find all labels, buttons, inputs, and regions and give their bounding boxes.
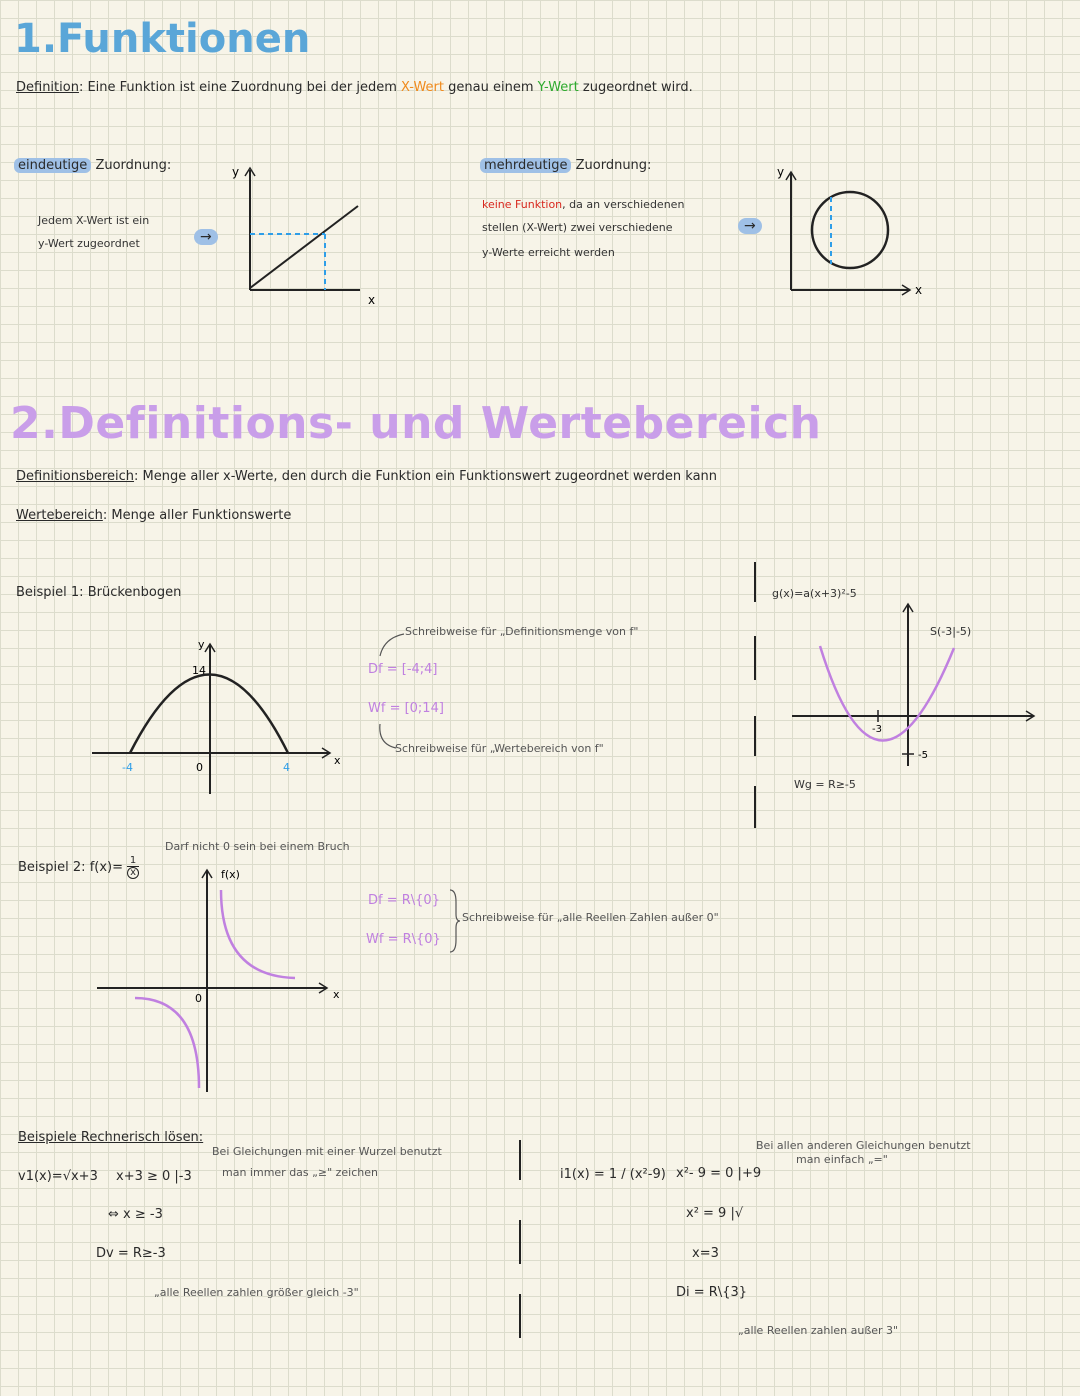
- bsp2-df: Df = R\{0}: [368, 893, 440, 908]
- wertebereich-text: [16, 508, 291, 523]
- bsp1-4-label: 4: [283, 761, 290, 774]
- eindeutig-heading: [14, 158, 171, 173]
- bsp2-0-label: 0: [195, 992, 202, 1005]
- bspr-domain: Dv = R≥-3: [96, 1246, 166, 1261]
- bsp1-neg4-label: -4: [122, 761, 133, 774]
- beispiel2-label: Beispiel 2: f(x)=: [18, 860, 123, 875]
- bsp1-note2: Schreibweise für „Wertebereich von f": [395, 742, 604, 755]
- eindeutig-line1: Jedem X-Wert ist ein: [38, 214, 150, 227]
- mehrdeutig-rest: Zuordnung:: [575, 158, 652, 173]
- arrow-right-icon: →: [738, 218, 762, 234]
- bspr2-eq2: x² = 9 |√: [686, 1206, 744, 1221]
- bspr2-noteb: man einfach „=": [796, 1153, 888, 1166]
- bspr-eq1: x+3 ≥ 0 |-3: [116, 1169, 192, 1184]
- mehrdeutig-line1: [482, 198, 684, 211]
- bsp2-wf: Wf = R\{0}: [366, 932, 441, 947]
- bspr2-eq3: x=3: [692, 1246, 719, 1261]
- bsp1-wf: Wf = [0;14]: [368, 701, 444, 716]
- bsp1-0-label: 0: [196, 761, 203, 774]
- bsp1-x-label: x: [334, 754, 341, 767]
- bspr-note1: Bei Gleichungen mit einer Wurzel benutzt: [212, 1145, 442, 1158]
- fraction-denominator: x: [127, 867, 139, 879]
- bsp2-note2: Schreibweise für „alle Reellen Zahlen außer 0": [462, 911, 719, 924]
- definition-text-b: genau einem: [448, 80, 534, 95]
- bsp1-14-label: 14: [192, 664, 206, 677]
- definitionsbereich-desc: : Menge aller x-Werte, den durch die Funktion ein Funktionswert zugeordnet werden kann: [134, 469, 718, 484]
- definitionsbereich-text: [16, 469, 717, 484]
- eindeutig-label: eindeutige: [14, 158, 91, 173]
- axis-x-label: x: [915, 283, 923, 297]
- g-scheitelpunkt: S(-3|-5): [930, 625, 972, 638]
- mehrdeutig-line3: y-Werte erreicht werden: [482, 246, 615, 259]
- arrow-right-icon: →: [194, 229, 218, 245]
- g-m5-label: -5: [918, 750, 928, 761]
- bspr2-note2: „alle Reellen zahlen außer 3": [738, 1324, 899, 1337]
- definitionsbereich-label: Definitionsbereich: [16, 469, 135, 484]
- beispiel1-title: Beispiel 1: Brückenbogen: [16, 585, 182, 600]
- mehrdeutig-line2: stellen (X-Wert) zwei verschiedene: [482, 221, 673, 234]
- bspr2-note: Bei allen anderen Gleichungen benutzt: [756, 1139, 971, 1152]
- bsp1-df: Df = [-4;4]: [368, 662, 438, 677]
- bspr-function: v1(x)=√x+3: [18, 1169, 98, 1184]
- beispiele-rechnerisch-title: Beispiele Rechnerisch lösen:: [18, 1130, 204, 1145]
- bsp2-x-label: x: [333, 988, 340, 1001]
- bspr-eq2: ⇔ x ≥ -3: [108, 1207, 163, 1222]
- wertebereich-label: Wertebereich: [16, 508, 103, 523]
- function-definition: [16, 80, 693, 95]
- section1-title: 1.Funktionen: [14, 16, 311, 62]
- x-wert-label: X-Wert: [401, 80, 444, 95]
- fraction-numerator: 1: [127, 856, 139, 867]
- axis-y-label: y: [777, 165, 785, 179]
- divider: [519, 1294, 521, 1338]
- eindeutig-rest: Zuordnung:: [95, 158, 172, 173]
- eindeutig-graph: [230, 160, 380, 310]
- divider: [754, 716, 756, 756]
- bsp2-fx-label: f(x): [221, 868, 240, 881]
- divider: [519, 1140, 521, 1180]
- bracket: [448, 888, 462, 954]
- mehrdeutig-heading: [480, 158, 651, 173]
- divider: [519, 1220, 521, 1264]
- mehrdeutig-line1-text: , da an verschiedenen: [562, 198, 685, 211]
- bspr2-domain: Di = R\{3}: [676, 1285, 748, 1300]
- keine-funktion-label: keine Funktion: [482, 198, 563, 211]
- bspr-note1b: man immer das „≥" zeichen: [222, 1166, 378, 1179]
- definition-text-c: zugeordnet wird.: [582, 80, 693, 95]
- wertebereich-desc: : Menge aller Funktionswerte: [102, 508, 292, 523]
- note-arrows: [370, 630, 410, 760]
- eindeutig-line2: y-Wert zugeordnet: [38, 237, 140, 250]
- bsp2-note: Darf nicht 0 sein bei einem Bruch: [165, 840, 350, 853]
- g-formula: g(x)=a(x+3)²-5: [772, 587, 857, 600]
- hyperbel-graph: [95, 866, 355, 1096]
- bsp1-y-label: y: [198, 638, 205, 651]
- y-wert-label: Y-Wert: [537, 80, 579, 95]
- parabola-graph: [790, 598, 1040, 768]
- mehrdeutig-graph: [775, 160, 945, 310]
- g-wertebereich: Wg = R≥-5: [794, 778, 856, 791]
- bspr-note2: „alle Reellen zahlen größer gleich -3": [154, 1286, 359, 1299]
- g-m3-label: -3: [872, 724, 882, 735]
- definition-text-a: : Eine Funktion ist eine Zuordnung bei der jedem: [78, 80, 397, 95]
- axis-x-label: x: [368, 293, 376, 307]
- section2-title: 2.Definitions- und Wertebereich: [10, 398, 822, 449]
- divider: [754, 786, 756, 828]
- mehrdeutig-label: mehrdeutige: [480, 158, 571, 173]
- definition-label: Definition: [16, 80, 79, 95]
- divider: [754, 636, 756, 680]
- brueckenbogen-graph: [90, 636, 350, 801]
- bsp1-note1: Schreibweise für „Definitionsmenge von f": [405, 625, 639, 638]
- divider: [754, 562, 756, 602]
- bspr2-function: i1(x) = 1 / (x²-9): [560, 1167, 666, 1182]
- axis-y-label: y: [232, 165, 240, 179]
- bspr2-eq1: x²- 9 = 0 |+9: [676, 1166, 762, 1181]
